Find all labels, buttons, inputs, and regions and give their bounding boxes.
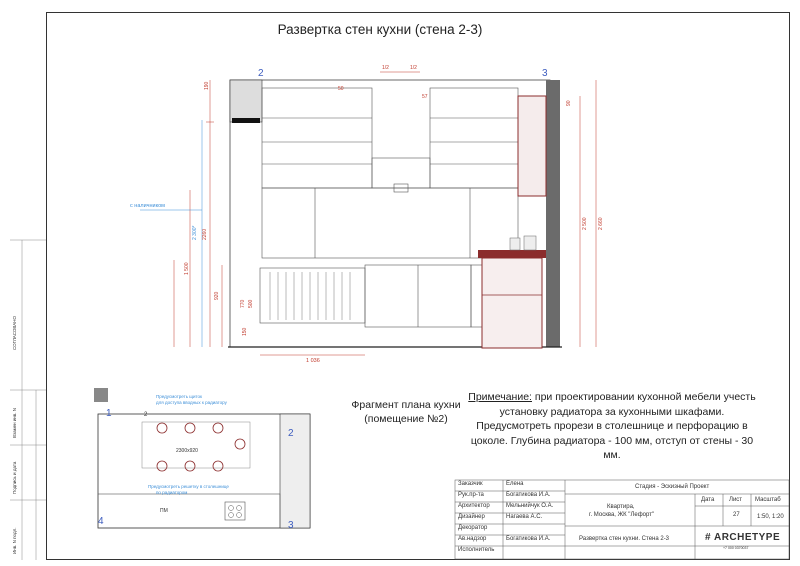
plan-circle-2: 2 — [144, 412, 148, 418]
dim-top-half-1: 1/2 — [382, 65, 389, 71]
dim-top-57: 57 — [422, 94, 428, 100]
name-lead: Богатикова И.А. — [506, 492, 551, 498]
dim-2300: 2 300* — [192, 225, 198, 240]
title-block — [455, 480, 789, 559]
plan-label-line1: Фрагмент плана кухни — [351, 399, 461, 411]
role-customer: Заказчик — [458, 481, 483, 487]
role-executor: Исполнитель — [458, 547, 495, 553]
col-date: Дата — [701, 497, 715, 503]
role-supervision: Ав.надзор — [458, 536, 487, 542]
name-customer: Елена — [506, 481, 524, 487]
dim-2260: 2260 — [202, 228, 208, 240]
plan-table-dim: 2300х920 — [176, 448, 198, 454]
dim-top-50: 50 — [338, 86, 344, 92]
wall-mark-3: 3 — [542, 68, 548, 79]
plan-label-line2: (помещение №2) — [364, 413, 448, 425]
plan-note-top-2: для доступа вводных к радиатору — [156, 400, 227, 405]
binding-replace: Взамен инв. N — [12, 407, 17, 438]
role-lead: Рук.пр-та — [458, 492, 484, 498]
plan-mark-3: 3 — [288, 520, 294, 531]
name-architect: Мельнийчук О.А. — [506, 503, 554, 509]
archetype-logo: # ARCHETYPE — [705, 532, 781, 543]
plan-pm-label: ПМ — [160, 508, 168, 514]
dim-920: 920 — [214, 291, 220, 300]
dim-1500: 1 500 — [184, 262, 190, 275]
plan-note-bottom-2: по радиатором — [156, 490, 188, 495]
sheet-number: 27 — [733, 512, 740, 518]
note-label: Примечание: — [468, 391, 532, 403]
binding-inv: Инв. N подл. — [12, 527, 17, 554]
dim-770: 770 — [240, 299, 246, 308]
note-text: при проектировании кухонной мебели учесть установку радиатора за кухонными шкафами. Предусмотреть прорези в столешнице и перфорацию в цоколе. Глубина радиатора - 100 мм, отступ от стены - 30 мм. — [470, 391, 756, 461]
drawing-name: Развертка стен кухни. Стена 2-3 — [579, 536, 670, 542]
drawing-title: Развертка стен кухни (стена 2-3) — [277, 22, 483, 37]
role-designer: Дизайнер — [458, 514, 485, 520]
logo-sub: +7 000 0370037 — [723, 546, 749, 550]
dim-1036: 1 036 — [306, 358, 320, 364]
wall-mark-2: 2 — [258, 68, 264, 79]
annotation-nalichnik: с наличником — [130, 203, 165, 209]
wall-elevation-drawing — [110, 60, 610, 364]
dim-150: 150 — [242, 327, 248, 336]
dim-2660: 2 660 — [598, 217, 604, 230]
plan-note-bottom: Предусмотреть решетку в столешнице — [148, 484, 229, 489]
plan-label — [336, 398, 476, 426]
kitchen-plan-fragment — [90, 384, 320, 534]
binding-agreed: СОГЛАСОВАНО — [12, 316, 17, 350]
plan-mark-1: 1 — [106, 408, 112, 419]
name-designer: Нагаева А.С. — [506, 514, 543, 520]
dim-90: 90 — [566, 100, 572, 106]
role-decorator: Декоратор — [458, 525, 488, 531]
binding-sign-date: Подпись и дата — [12, 461, 17, 494]
design-note — [462, 390, 762, 463]
plan-note-top: Предусмотреть щиток — [156, 394, 202, 399]
dim-500: 500 — [248, 299, 254, 308]
name-supervision: Богатикова И.А. — [506, 536, 551, 542]
plan-mark-2: 2 — [288, 428, 294, 439]
col-sheet: Лист — [729, 497, 743, 503]
dim-2500: 2 500 — [582, 217, 588, 230]
stage-label: Стадия - Эскизный Проект — [635, 484, 710, 490]
dim-190: 190 — [204, 81, 210, 90]
col-scale: Масштаб — [755, 497, 781, 503]
binding-strip-lines — [10, 240, 46, 560]
dim-top-half-2: 1/2 — [410, 65, 417, 71]
scale-value: 1:50, 1:20 — [757, 514, 784, 520]
plan-mark-4: 4 — [98, 516, 104, 527]
project-line2: г. Москва, ЖК "Лефорт" — [589, 512, 655, 518]
binding-strip — [10, 240, 46, 560]
project-line1: Квартира, — [607, 504, 635, 510]
role-architect: Архитектор — [458, 503, 490, 509]
